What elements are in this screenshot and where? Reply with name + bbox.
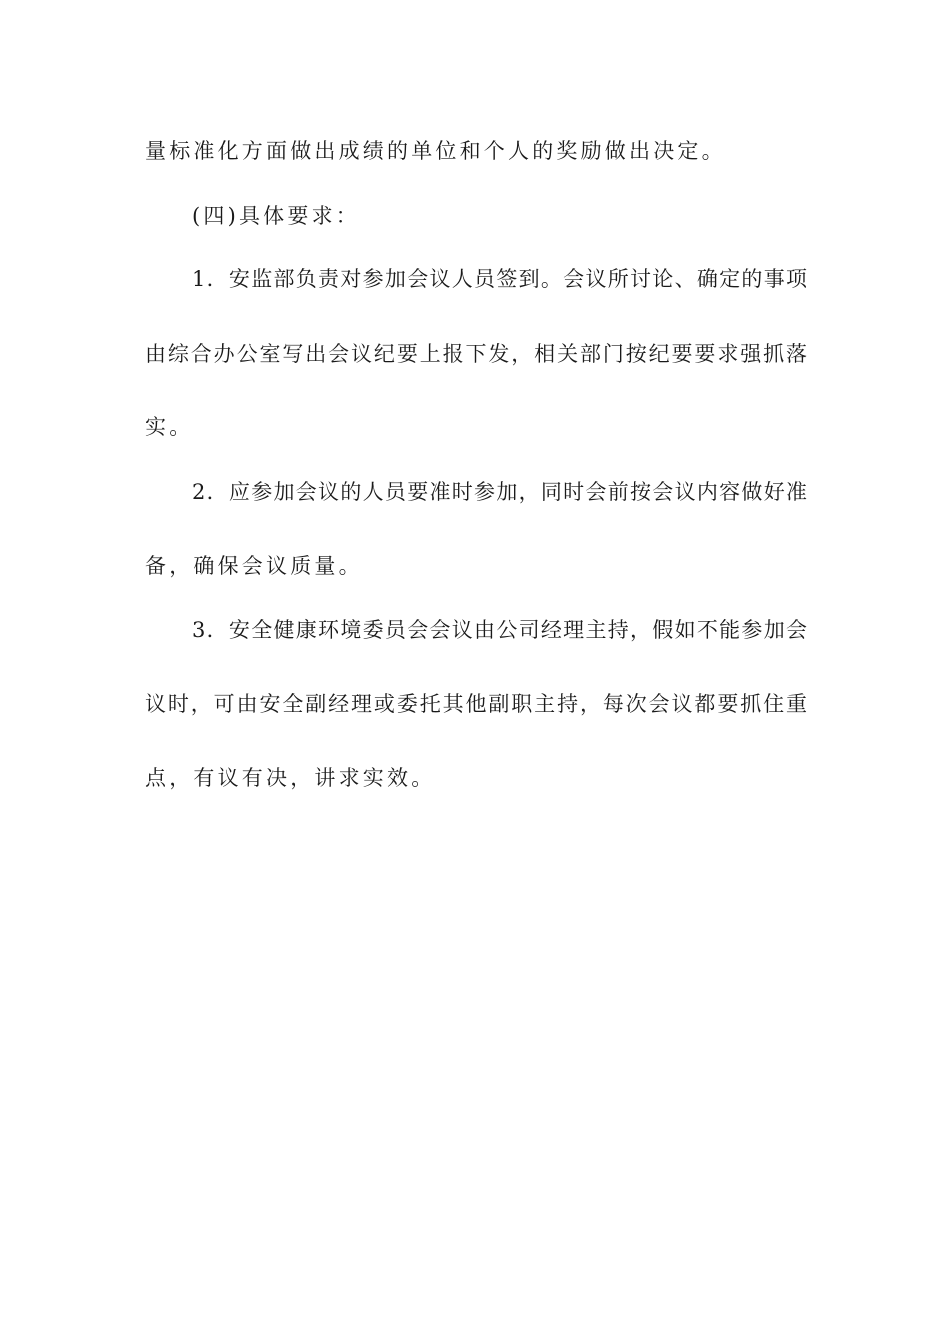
paragraph-line: 由综合办公室写出会议纪要上报下发，相关部门按纪要要求强抓落 <box>145 342 807 366</box>
paragraph-line: 1．安监部负责对参加会议人员签到。会议所讨论、确定的事项 <box>192 267 807 291</box>
paragraph-line: 实。 <box>145 415 194 439</box>
paragraph-line: 3．安全健康环境委员会会议由公司经理主持，假如不能参加会 <box>192 618 807 642</box>
paragraph-line: 议时，可由安全副经理或委托其他副职主持，每次会议都要抓住重 <box>145 692 807 716</box>
paragraph-line: 量标准化方面做出成绩的单位和个人的奖励做出决定。 <box>145 139 726 163</box>
paragraph-line: 备，确保会议质量。 <box>145 554 363 578</box>
paragraph-line: 点，有议有决，讲求实效。 <box>145 766 436 790</box>
section-heading: (四)具体要求： <box>192 204 360 228</box>
paragraph-line: 2．应参加会议的人员要准时参加，同时会前按会议内容做好准 <box>192 480 807 504</box>
